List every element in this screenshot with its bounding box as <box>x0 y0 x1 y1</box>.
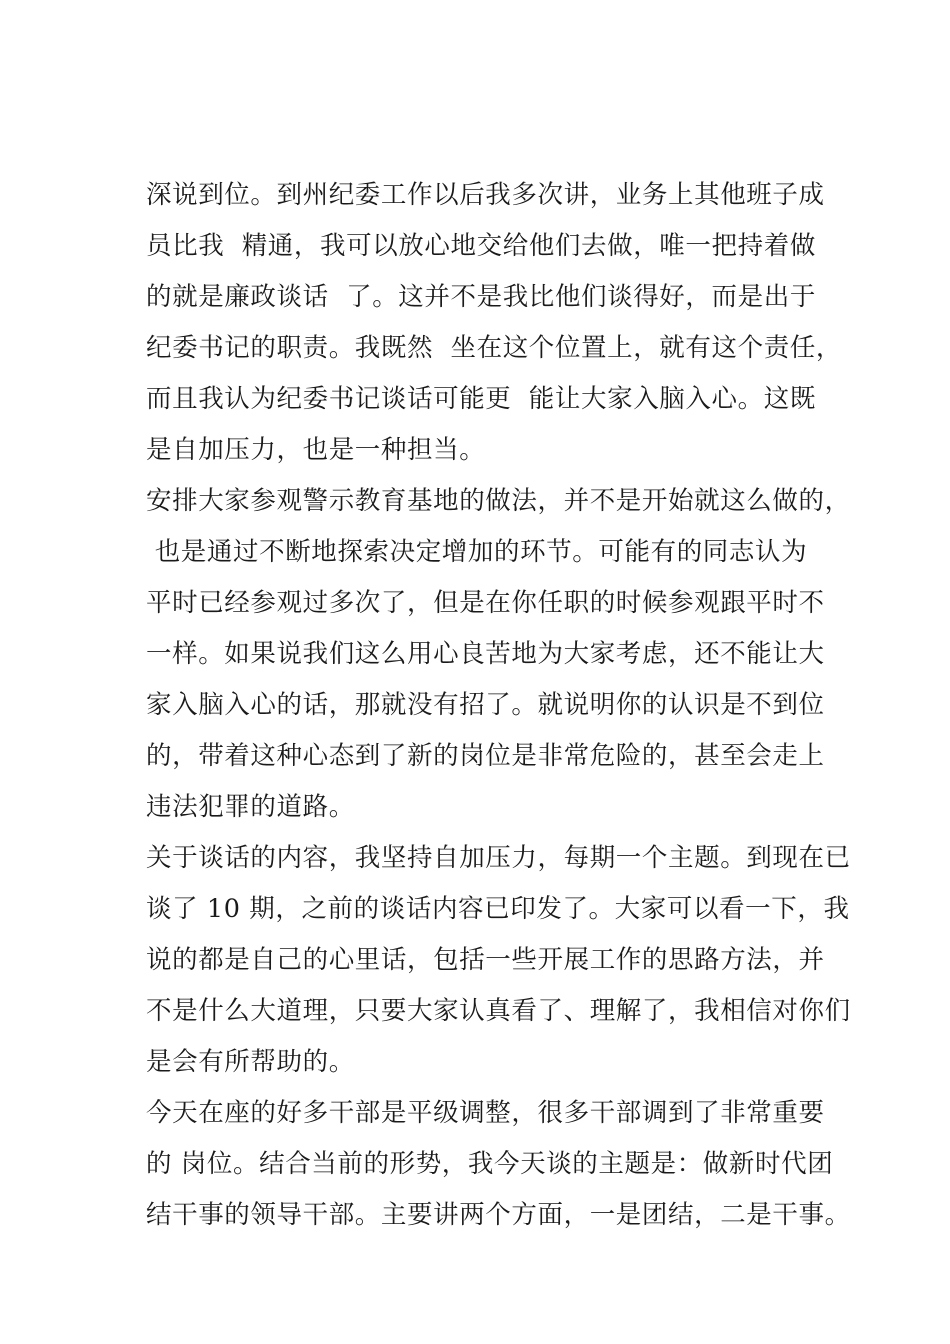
text-line: 安排大家参观警示教育基地的做法，并不是开始就这么做的， <box>146 486 851 516</box>
text-line: 的 岗位。结合当前的形势，我今天谈的主题是：做新时代团 <box>146 1149 834 1179</box>
text-line: 家入脑入心的话，那就没有招了。就说明你的认识是不到位 <box>146 690 825 720</box>
text-line: 而且我认为纪委书记谈话可能更 能让大家入脑入心。这既 <box>146 384 816 414</box>
text-line: 深说到位。到州纪委工作以后我多次讲，业务上其他班子成 <box>146 180 825 210</box>
text-line: 不是什么大道理，只要大家认真看了、理解了，我相信对你们 <box>146 996 851 1026</box>
text-line: 一样。如果说我们这么用心良苦地为大家考虑，还不能让大 <box>146 639 825 669</box>
text-line: 是会有所帮助的。 <box>146 1047 355 1077</box>
text-line: 关于谈话的内容，我坚持自加压力，每期一个主题。到现在已 <box>146 843 851 873</box>
text-line: 的，带着这种心态到了新的岗位是非常危险的，甚至会走上 <box>146 741 825 771</box>
text-line: 结干事的领导干部。主要讲两个方面，一是团结，二是干事。 <box>146 1200 851 1230</box>
text-line: 平时已经参观过多次了，但是在你任职的时候参观跟平时不 <box>146 588 825 618</box>
text-line: 今天在座的好多干部是平级调整，很多干部调到了非常重要 <box>146 1098 825 1128</box>
text-line: 谈了 10 期，之前的谈话内容已印发了。大家可以看一下，我 <box>146 894 850 924</box>
text-line: 违法犯罪的道路。 <box>146 792 355 822</box>
body-text <box>146 170 851 1241</box>
text-line: 是自加压力，也是一种担当。 <box>146 435 486 465</box>
text-line: 纪委书记的职责。我既然 坐在这个位置上，就有这个责任， <box>146 333 843 363</box>
text-line: 说的都是自己的心里话，包括一些开展工作的思路方法，并 <box>146 945 825 975</box>
text-line: 也是通过不断地探索决定增加的环节。可能有的同志认为 <box>146 537 808 567</box>
text-line: 员比我 精通，我可以放心地交给他们去做，唯一把持着做 <box>146 231 816 261</box>
text-line: 的就是廉政谈话 了。这并不是我比他们谈得好，而是出于 <box>146 282 816 312</box>
